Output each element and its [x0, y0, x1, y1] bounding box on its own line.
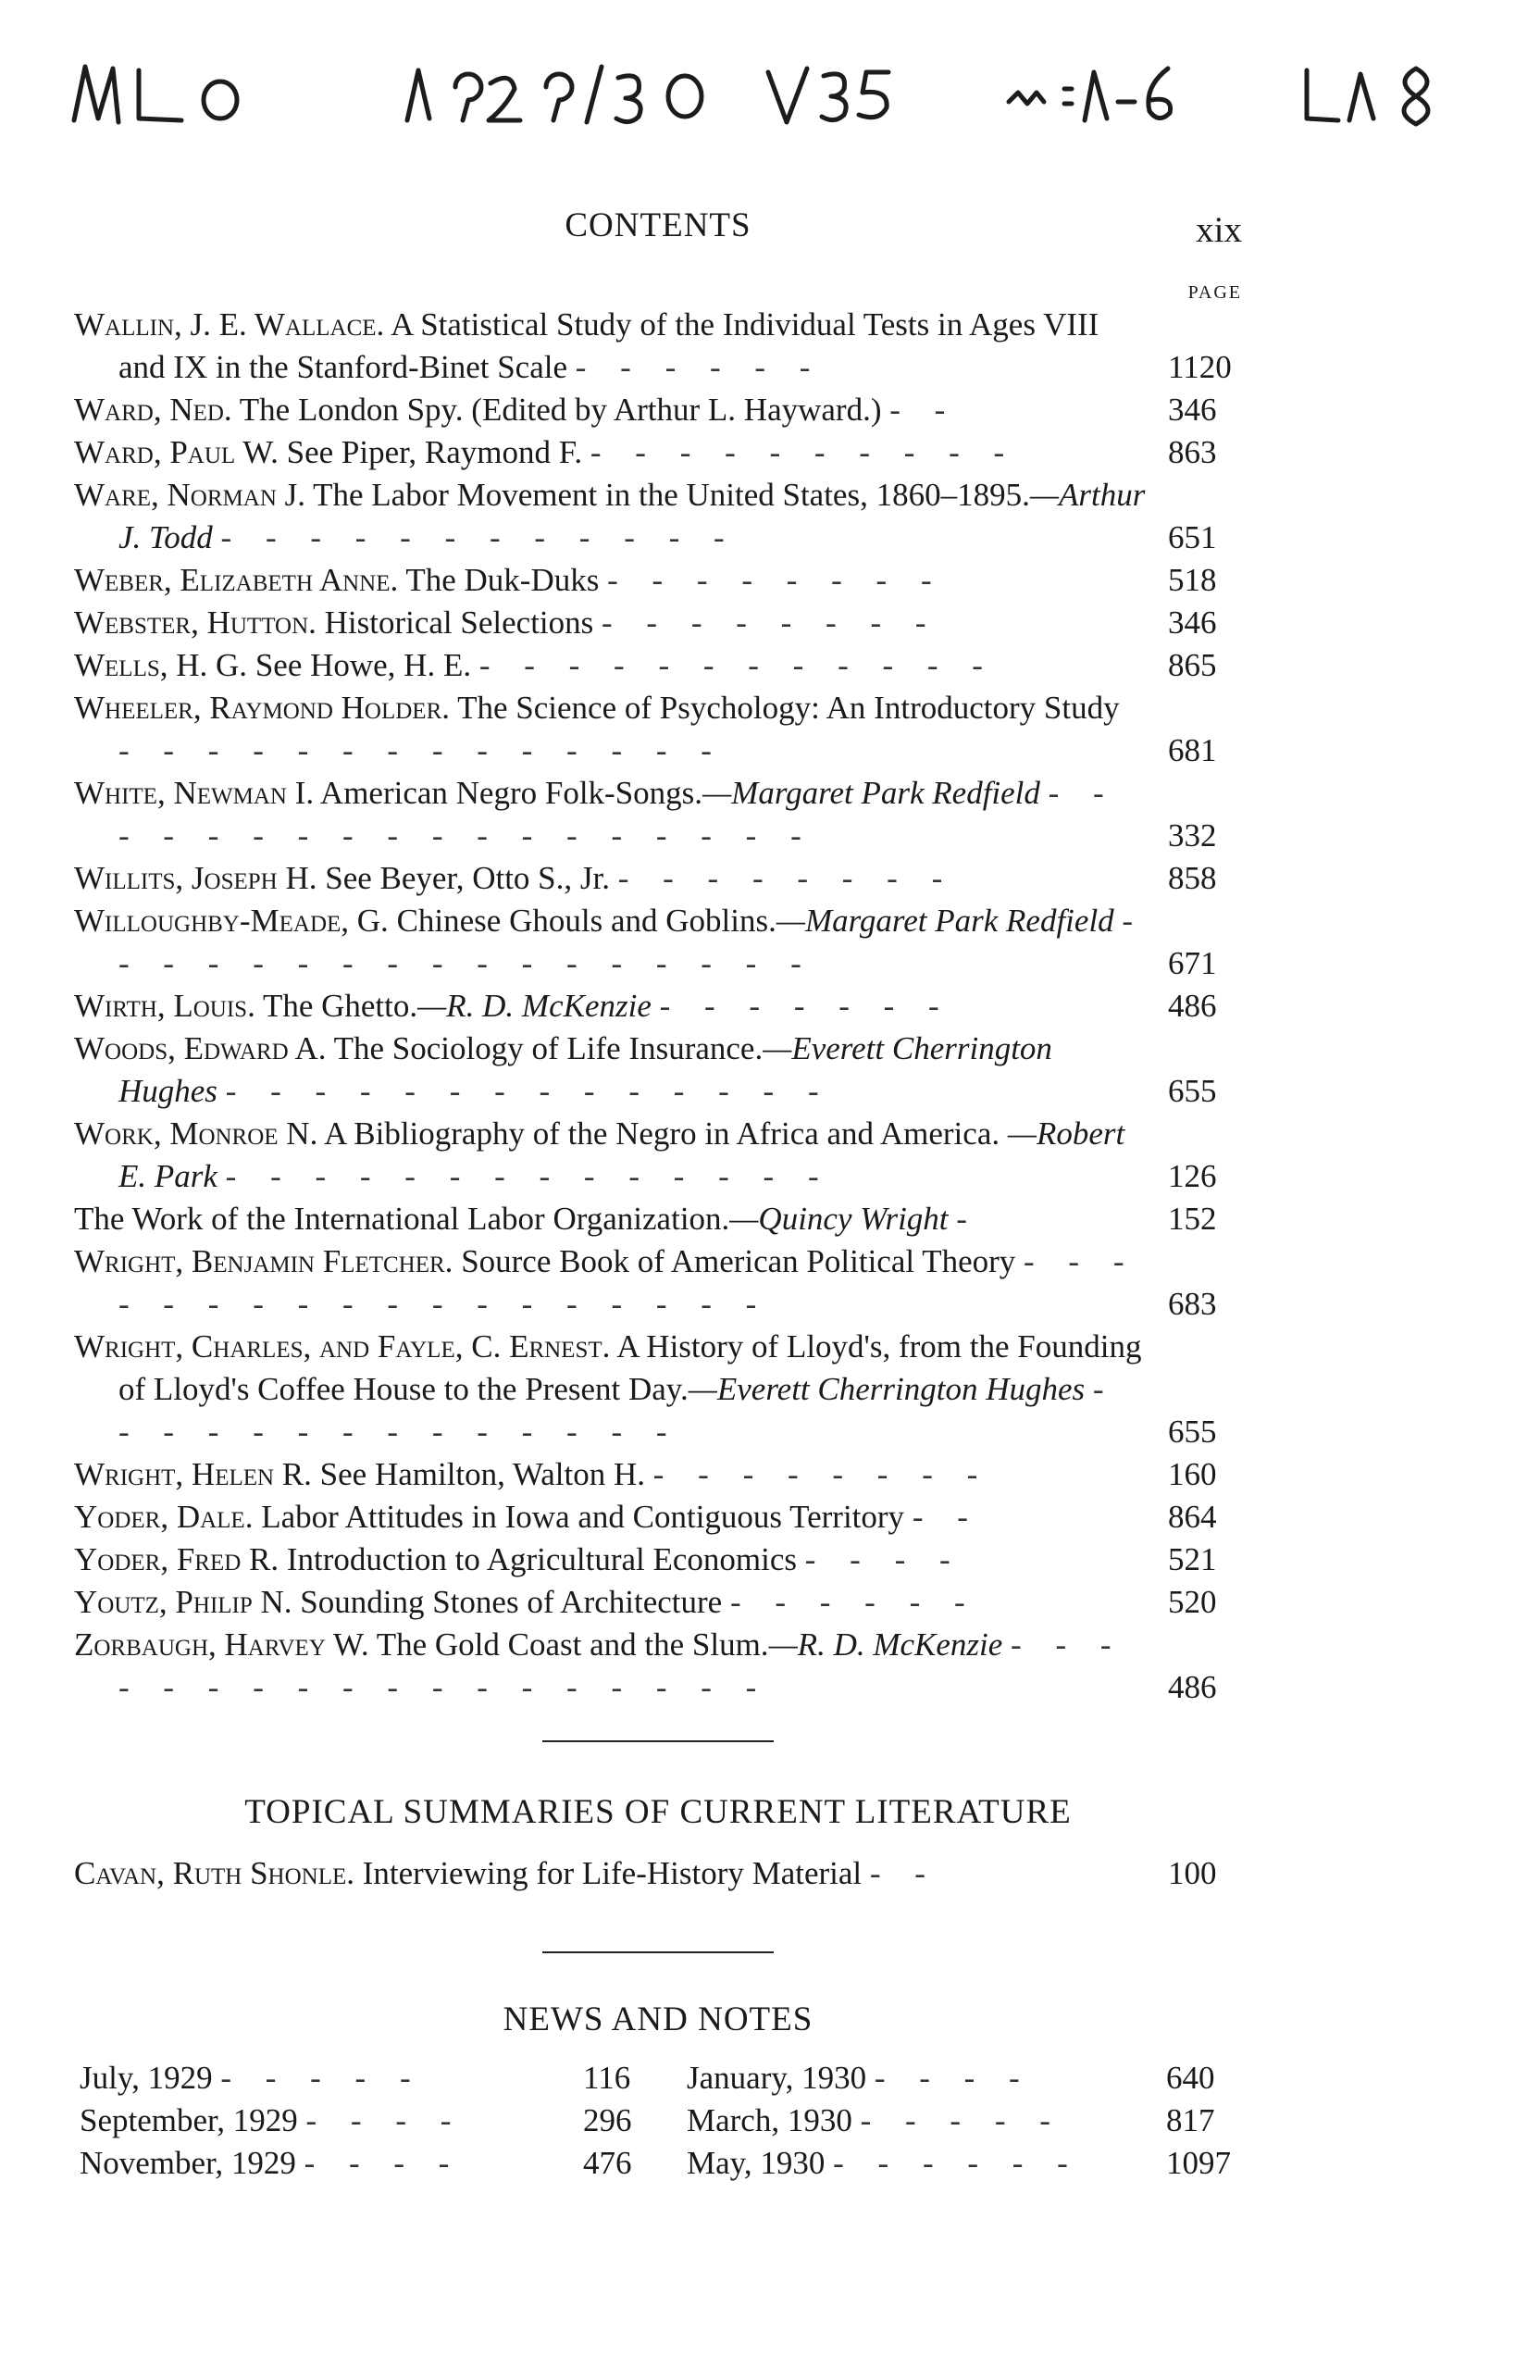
book-title: See Beyer, Otto S., Jr. — [325, 860, 610, 896]
contents-list — [74, 304, 1242, 1709]
page-ref: 865 — [1168, 647, 1217, 683]
author-name: Willits, Joseph H. — [74, 860, 317, 896]
book-title: Sounding Stones of Architecture — [300, 1584, 723, 1620]
book-title: American Negro Folk-Songs. — [319, 775, 703, 811]
list-item: Cavan, Ruth Shonle. Interviewing for Life-History Material - - 100 — [74, 1852, 1242, 1895]
page-ref: 346 — [1168, 604, 1217, 641]
book-title: A Bibliography of the Negro in Africa and America. — [324, 1115, 1000, 1152]
author-name: Zorbaugh, Harvey W. — [74, 1626, 369, 1663]
news-and-notes-heading: NEWS AND NOTES — [503, 2000, 813, 2038]
author-name: Wright, Benjamin Fletcher. — [74, 1243, 453, 1279]
issue-label: March, 1930 - - - - - — [687, 2102, 1063, 2138]
author-name: Wright, Charles, and Fayle, C. Ernest. — [74, 1328, 611, 1364]
author-name: White, Newman I. — [74, 775, 315, 811]
news-and-notes-list — [74, 2057, 1242, 2185]
reviewer: —Arthur J. Todd — [118, 477, 1146, 555]
author-name: Wheeler, Raymond Holder. — [74, 690, 450, 726]
reviewer: —Quincy Wright — [729, 1201, 949, 1237]
author-name: Ward, Ned. — [74, 392, 232, 428]
issue-label: November, 1929 - - - - — [80, 2145, 463, 2181]
list-item: Woods, Edward A. The Sociology of Life Insurance.—Everett Cherrington Hughes - - - - - - - - - - - - - - 655 — [74, 1028, 1242, 1113]
list-item: Ware, Norman J. The Labor Movement in the United States, 1860–1895.—Arthur J. Todd - - - - - - - - - - - - 651 — [74, 474, 1242, 559]
page-ref: 681 — [1168, 732, 1217, 768]
list-item: Wells, H. G. See Howe, H. E. - - - - - - - - - - - - 865 — [74, 644, 1242, 687]
list-item: Wright, Benjamin Fletcher. Source Book of American Political Theory - - - - - - - - - - - - - - - - - - 683 — [74, 1240, 1242, 1326]
page-ref: 1097 — [1166, 2145, 1231, 2181]
book-title: The Science of Psychology: An Introductory Study — [457, 690, 1120, 726]
author-name: Willoughby-Meade, G. — [74, 903, 389, 939]
issue-label: September, 1929 - - - - — [80, 2102, 465, 2138]
page-ref: 817 — [1166, 2102, 1215, 2138]
page-ref: 863 — [1168, 434, 1217, 470]
reviewer: —R. D. McKenzie — [417, 988, 652, 1024]
issue-label: January, 1930 - - - - — [687, 2060, 1033, 2096]
list-item: Willoughby-Meade, G. Chinese Ghouls and Goblins.—Margaret Park Redfield - - - - - - - - - - - - - - - - - 671 — [74, 900, 1242, 985]
list-item: The Work of the International Labor Organization.—Quincy Wright - 152 — [74, 1198, 1242, 1240]
page-ref: 296 — [583, 2102, 632, 2138]
book-title: A Statistical Study of the Individual Tests in Ages VIII and IX in the Stanford-Binet Scale — [118, 306, 1099, 385]
list-item: Youtz, Philip N. Sounding Stones of Architecture - - - - - - 520 — [74, 1581, 1242, 1624]
handwriting-year — [407, 67, 702, 122]
book-title: See Piper, Raymond F. — [286, 434, 583, 470]
reviewer: —Everett Cherrington Hughes — [688, 1371, 1086, 1407]
topical-summaries-heading: TOPICAL SUMMARIES OF CURRENT LITERATURE — [244, 1793, 1072, 1831]
list-item: Wirth, Louis. The Ghetto.—R. D. McKenzie - - - - - - - 486 — [74, 985, 1242, 1028]
book-title: The Labor Movement in the United States, 1860–1895. — [313, 477, 1030, 513]
author-name: Work, Monroe N. — [74, 1115, 318, 1152]
book-title: Introduction to Agricultural Economics — [286, 1541, 798, 1577]
book-title: Historical Selections — [324, 604, 594, 641]
page-ref: 864 — [1168, 1499, 1217, 1535]
author-name: Yoder, Fred R. — [74, 1541, 279, 1577]
author-name: Wallin, J. E. Wallace. — [74, 306, 385, 343]
topical-summaries-list — [74, 1852, 1242, 1895]
page-ref: 486 — [1168, 1669, 1217, 1705]
author-name: Ward, Paul W. — [74, 434, 279, 470]
page-header — [74, 202, 1242, 257]
author-name: Ware, Norman J. — [74, 477, 305, 513]
list-item: Yoder, Dale. Labor Attitudes in Iowa and Contiguous Territory - - 864 — [74, 1496, 1242, 1539]
author-name: Wirth, Louis. — [74, 988, 255, 1024]
book-title: The London Spy. (Edited by Arthur L. Hayward.) — [239, 392, 882, 428]
list-item: Wright, Helen R. See Hamilton, Walton H. - - - - - - - - 160 — [74, 1453, 1242, 1496]
issue-label: May, 1930 - - - - - - — [687, 2145, 1081, 2181]
book-title: Chinese Ghouls and Goblins. — [396, 903, 776, 939]
list-item: Zorbaugh, Harvey W. The Gold Coast and the Slum.—R. D. McKenzie - - - - - - - - - - - - - - - - - - 486 — [74, 1624, 1242, 1709]
author-name: Cavan, Ruth Shonle. — [74, 1855, 355, 1891]
page-ref: 640 — [1166, 2060, 1215, 2096]
page-ref: 346 — [1168, 392, 1217, 428]
issue-label: July, 1929 - - - - - — [80, 2060, 424, 2096]
list-item: Yoder, Fred R. Introduction to Agricultural Economics - - - - 521 — [74, 1539, 1242, 1581]
news-row — [74, 2100, 1242, 2142]
author-name: Yoder, Dale. — [74, 1499, 254, 1535]
page-ref: 655 — [1168, 1073, 1217, 1109]
page-ref: 116 — [583, 2060, 631, 2096]
page-ref: 486 — [1168, 988, 1217, 1024]
reviewer: —Everett Cherrington Hughes — [118, 1030, 1052, 1109]
section-divider — [542, 1951, 774, 1953]
page-ref: 126 — [1168, 1158, 1217, 1194]
book-title: Interviewing for Life-History Material — [362, 1855, 863, 1891]
list-item: Work, Monroe N. A Bibliography of the Negro in Africa and America. —Robert E. Park - - - - - - - - - - - - - - 126 — [74, 1113, 1242, 1198]
page-ref: 160 — [1168, 1456, 1217, 1492]
reviewer: —Margaret Park Redfield — [776, 903, 1114, 939]
handwriting-la8 — [1307, 69, 1428, 124]
author-name: Weber, Elizabeth Anne. — [74, 562, 399, 598]
page-ref: 671 — [1168, 945, 1217, 981]
contents-heading: CONTENTS — [565, 206, 751, 244]
handwriting-mlo — [74, 67, 237, 122]
page-number: xix — [1196, 210, 1242, 250]
book-title: Source Book of American Political Theory — [461, 1243, 1016, 1279]
book-title: A History of Lloyd's, from the Founding of Lloyd's Coffee House to the Present Day. — [118, 1328, 1142, 1407]
list-item: Ward, Paul W. See Piper, Raymond F. - - - - - - - - - - 863 — [74, 431, 1242, 474]
list-item: Willits, Joseph H. See Beyer, Otto S., Jr. - - - - - - - - 858 — [74, 857, 1242, 900]
book-title: The Sociology of Life Insurance. — [333, 1030, 764, 1066]
section-divider — [542, 1740, 774, 1742]
reviewer: —R. D. McKenzie — [768, 1626, 1003, 1663]
reviewer: —Robert E. Park — [118, 1115, 1125, 1194]
handwriting-volume — [768, 69, 888, 122]
author-name: Youtz, Philip N. — [74, 1584, 292, 1620]
page-ref: 100 — [1168, 1855, 1217, 1891]
list-item: Weber, Elizabeth Anne. The Duk-Duks - - - - - - - - 518 — [74, 559, 1242, 602]
page-ref: 520 — [1168, 1584, 1217, 1620]
book-title: See Howe, H. E. — [255, 647, 472, 683]
reviewer: —Margaret Park Redfield — [702, 775, 1040, 811]
author-name: Webster, Hutton. — [74, 604, 317, 641]
book-title: The Gold Coast and the Slum. — [376, 1626, 769, 1663]
page-ref: 476 — [583, 2145, 632, 2181]
page-ref: 152 — [1168, 1201, 1217, 1237]
book-title: See Hamilton, Walton H. — [319, 1456, 646, 1492]
author-name: Woods, Edward A. — [74, 1030, 327, 1066]
list-item: White, Newman I. American Negro Folk-Songs.—Margaret Park Redfield - - - - - - - - - - - - - - - - - - 332 — [74, 772, 1242, 857]
page-ref: 655 — [1168, 1414, 1217, 1450]
page-ref: 651 — [1168, 519, 1217, 555]
list-item: Wheeler, Raymond Holder. The Science of Psychology: An Introductory Study - - - - - - - - - - - - - - 681 — [74, 687, 1242, 772]
page-ref: 521 — [1168, 1541, 1217, 1577]
book-title: The Work of the International Labor Organization. — [74, 1201, 730, 1237]
news-row — [74, 2142, 1242, 2185]
page-column-label: PAGE — [1187, 282, 1242, 303]
book-title: Labor Attitudes in Iowa and Contiguous Territory — [261, 1499, 905, 1535]
page-ref: 332 — [1168, 817, 1217, 854]
page-ref: 1120 — [1168, 349, 1232, 385]
page-ref: 858 — [1168, 860, 1217, 896]
list-item: Wright, Charles, and Fayle, C. Ernest. A History of Lloyd's, from the Founding of Lloyd's Coffee House to the Present Day.—Everett Cherrington Hughes - - - - - - - - - - - - - - 655 — [74, 1326, 1242, 1453]
page-ref: 518 — [1168, 562, 1217, 598]
list-item: Webster, Hutton. Historical Selections - - - - - - - - 346 — [74, 602, 1242, 644]
book-title: The Duk-Duks — [405, 562, 600, 598]
list-item: Wallin, J. E. Wallace. A Statistical Study of the Individual Tests in Ages VIII and IX in the Stanford-Binet Scale - - - - - - 1120 — [74, 304, 1242, 389]
list-item: Ward, Ned. The London Spy. (Edited by Arthur L. Hayward.) - - 346 — [74, 389, 1242, 431]
page-ref: 683 — [1168, 1286, 1217, 1322]
news-row — [74, 2057, 1242, 2100]
book-title: The Ghetto. — [262, 988, 418, 1024]
handwriting-numbers — [1009, 69, 1171, 120]
author-name: Wright, Helen R. — [74, 1456, 312, 1492]
handwritten-annotation — [0, 0, 1540, 157]
author-name: Wells, H. G. — [74, 647, 248, 683]
